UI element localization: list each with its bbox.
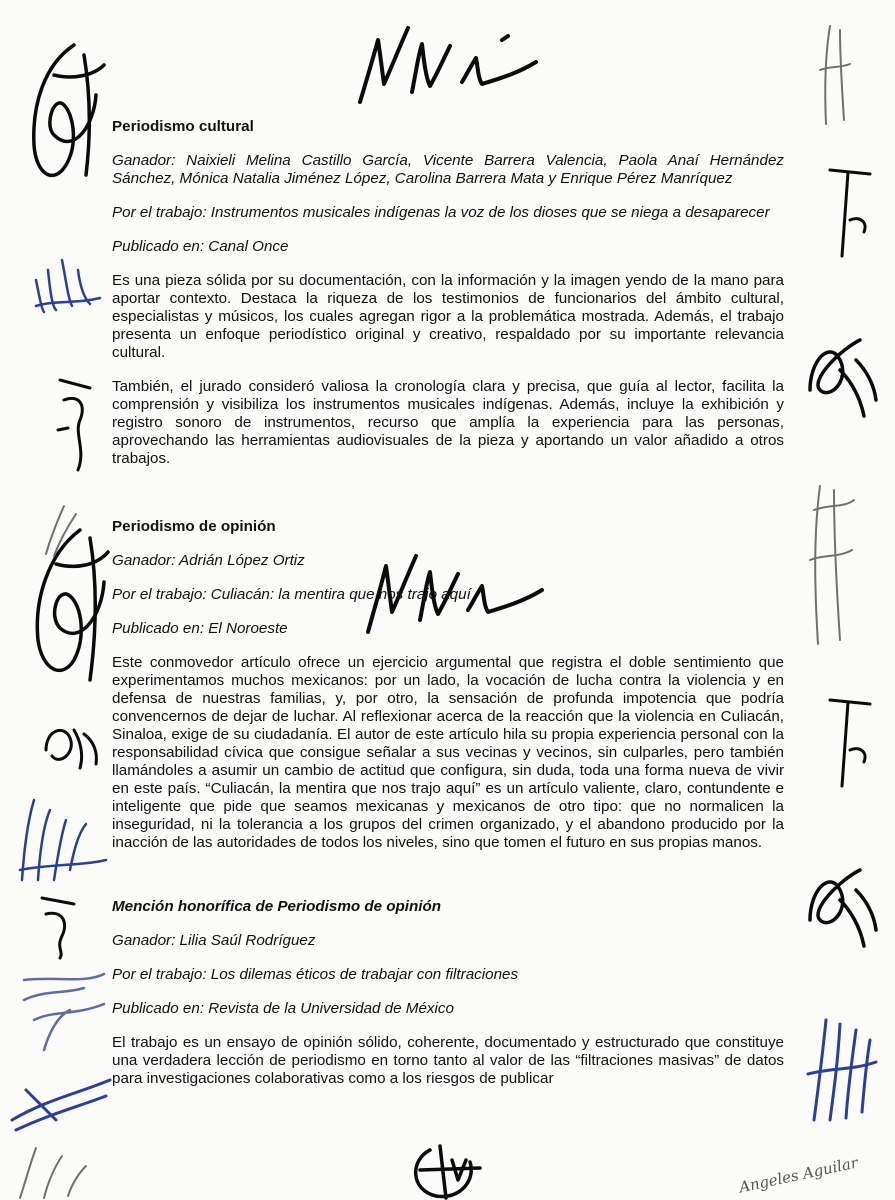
signature-right-2: [820, 690, 880, 790]
signature-left-4: [36, 710, 106, 780]
signature-top-center: [352, 22, 542, 107]
signature-right-1: [820, 160, 880, 260]
work-line: Por el trabajo: Instrumentos musicales indígenas la voz de los dioses que se niega a desaparecer: [112, 204, 770, 221]
published-line: Publicado en: El Noroeste: [112, 620, 288, 637]
paragraph: Este conmovedor artículo ofrece un ejercicio argumental que registra el doble sentimiento que experimentamos muchos mexicanos: por un lado, la vocación de lucha contra la violencia y en defensa de nuestras familias, y, por otro, la sensación de profunda impotencia que podría convencernos de dejar de luchar. Al reflexionar acerca de la reacción que la violencia en Culiacán, Sinaloa, exige de su ciudadanía. El autor de este artículo hila su propia experiencia personal con la responsabilidad cívica que consigue señalar a sus vecinas y vecinos, sin culparles, pero también llamándoles a asumir un cambio de actitud que configura, sin duda, toda una forma nueva de vivir en este país. “Culiacán, la mentira que nos trajo aquí” es un artículo valiente, claro, contundente e inteligente que pide que seamos mexicanas y mexicanos de otro tipo: que no normalicen la inseguridad, ni la tolerancia a los grupos del crimen organizado, y el abandono producido por la inacción de las autoridades de todos los niveles, sino que tomen el futuro en sus propias manos.: [112, 654, 784, 851]
signature-left-blue-1: [26, 240, 106, 320]
signature-left-grey-2: [14, 1140, 94, 1200]
paragraph: El trabajo es un ensayo de opinión sólido, coherente, documentado y estructurado que constituye una verdadera lección de periodismo en torno tanto al valor de las “filtraciones masivas” de datos para investigaciones colaborativas como a los riesgos de publicar: [112, 1034, 784, 1087]
paragraph: Es una pieza sólida por su documentación, con la información y la imagen yendo de la mano para aportar contexto. Destaca la riqueza de los testimonios de funcionarios del ámbito cultural, especialistas y músicos, los cuales agregan rigor a la problemática mostrada. Además, el trabajo presenta un enfoque periodístico original y creativo, respaldado por su importante relevancia cultural.: [112, 272, 784, 361]
winner-line: Ganador: Lilia Saúl Rodríguez: [112, 932, 316, 949]
signature-left-blue-3: [14, 960, 114, 1060]
section-title: Mención honorífica de Periodismo de opinión: [112, 898, 442, 915]
published-line: Publicado en: Revista de la Universidad de México: [112, 1000, 454, 1017]
section-mencion-honorifica: [112, 898, 784, 1088]
section-periodismo-cultural: [112, 118, 784, 468]
signature-bottom-center: [400, 1140, 490, 1200]
signature-left-5: [34, 890, 84, 960]
signature-right-grey-2: [800, 480, 860, 650]
signature-right-grey-1: [810, 20, 860, 130]
section-title: Periodismo de opinión: [112, 518, 276, 535]
section-title: Periodismo cultural: [112, 118, 254, 135]
section-periodismo-opinion: [112, 518, 784, 852]
work-line: Por el trabajo: Los dilemas éticos de trabajar con filtraciones: [112, 966, 519, 983]
signature-right-blue-1: [800, 1000, 880, 1130]
signature-right-4: [800, 850, 880, 950]
signature-left-grey-1: [40, 500, 80, 560]
winner-line: Ganador: Naixieli Melina Castillo García, Vicente Barrera Valencia, Paola Anaí Hernández Sánchez, Mónica Natalia Jiménez López, Carolina Barrera Mata y Enrique Pérez Manríquez: [112, 152, 784, 187]
signature-right-3: [800, 320, 880, 420]
work-line: Por el trabajo: Culiacán: la mentira que nos trajo aquí: [112, 586, 471, 603]
winner-line: Ganador: Adrián López Ortiz: [112, 552, 305, 569]
signature-left-1: [14, 35, 109, 195]
signature-text-bottom-right: Angeles Aguilar: [737, 1153, 860, 1197]
published-line: Publicado en: Canal Once: [112, 238, 289, 255]
signature-left-blue-4: [6, 1060, 116, 1140]
document-content: [112, 118, 784, 1088]
signature-left-3: [50, 370, 100, 480]
paragraph: También, el jurado consideró valiosa la cronología clara y precisa, que guía al lector, facilita la comprensión y visibiliza los instrumentos musicales indígenas. Además, incluye la exhibición y registro sonoro de instrumentos, recurso que amplía la experiencia para las personas, aprovechando las herramientas audiovisuales de la pieza y aportando un valor añadido a otros trabajos.: [112, 378, 784, 467]
signature-left-blue-2: [10, 780, 110, 890]
